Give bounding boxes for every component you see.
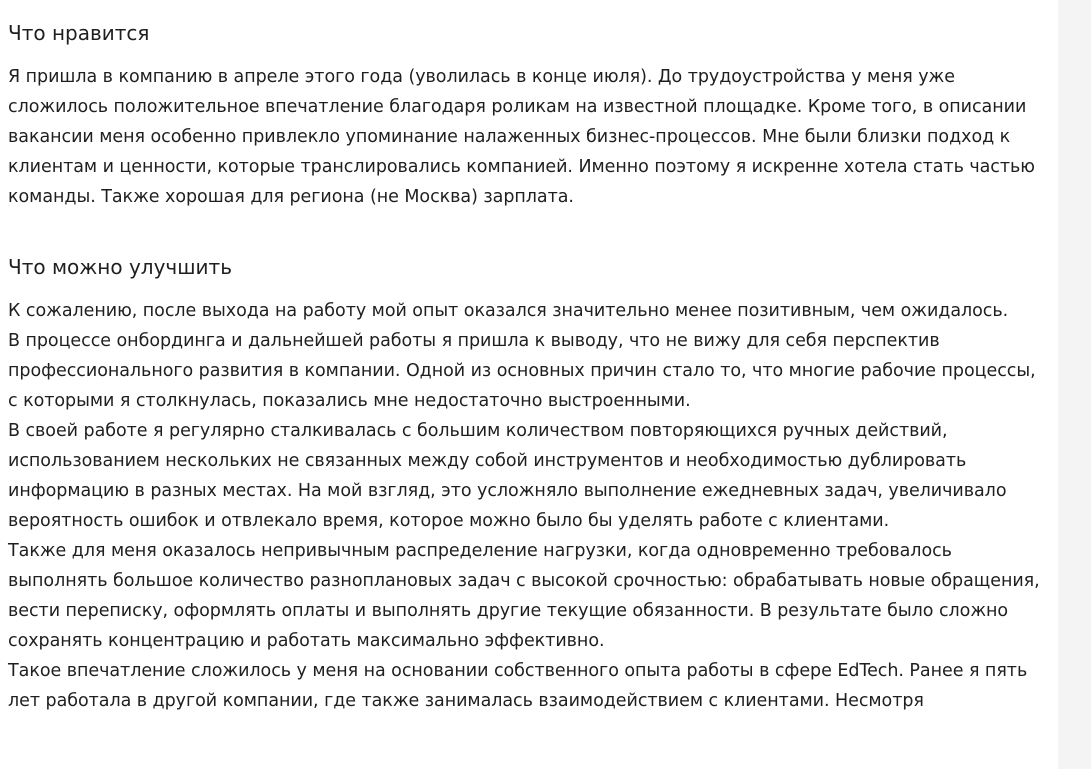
likes-text: Я пришла в компанию в апреле этого года (уволилась в конце июля). До трудоустройства у меня уже сложилось положительное впечатление благодаря роликам на известной площадке. Кроме того, в описании вакансии меня особенно привлекло упоминание налаженных бизнес-процессов. Мне были близки подход к клиентам и ценности, которые транслировались компанией. Именно поэтому я искренне хотела стать частью команды. Также хорошая для региона (не Москва) зарплата. <box>8 67 1035 207</box>
right-sidebar-strip <box>1058 0 1091 769</box>
improvements-paragraph-1: К сожалению, после выхода на работу мой опыт оказался значительно менее позитивным, чем ожидалось. <box>8 301 1009 321</box>
improvements-title: Что можно улучшить <box>8 255 232 279</box>
improvements-paragraph-4: Также для меня оказалось непривычным распределение нагрузки, когда одновременно требовалось выполнять большое количество разноплановых задач с высокой срочностью: обрабатывать новые обращения, вести переписку, оформлять оплаты и выполнять другие текущие обязанности. В результате было сложно сохранять концентрацию и работать максимально эффективно. <box>8 541 1040 651</box>
likes-title: Что нравится <box>8 21 150 45</box>
improvements-paragraph-5: Такое впечатление сложилось у меня на основании собственного опыта работы в сфере EdTech. Ранее я пять лет работала в другой компании, где также занималась взаимодействием с клиентами. Несмотря <box>8 661 1028 711</box>
review-content <box>8 0 1048 716</box>
improvements-paragraph-2: В процессе онбординга и дальнейшей работы я пришла к выводу, что не вижу для себя перспектив профессионального развития в компании. Одной из основных причин стало то, что многие рабочие процессы, с которыми я столкнулась, показались мне недостаточно выстроенными. <box>8 331 1036 411</box>
improvements-paragraph-3: В своей работе я регулярно сталкивалась с большим количеством повторяющихся ручных действий, использованием нескольких не связанных между собой инструментов и необходимостью дублировать информацию в разных местах. На мой взгляд, это усложняло выполнение ежедневных задач, увеличивало вероятность ошибок и отвлекало время, которое можно было бы уделять работе с клиентами. <box>8 421 1007 531</box>
